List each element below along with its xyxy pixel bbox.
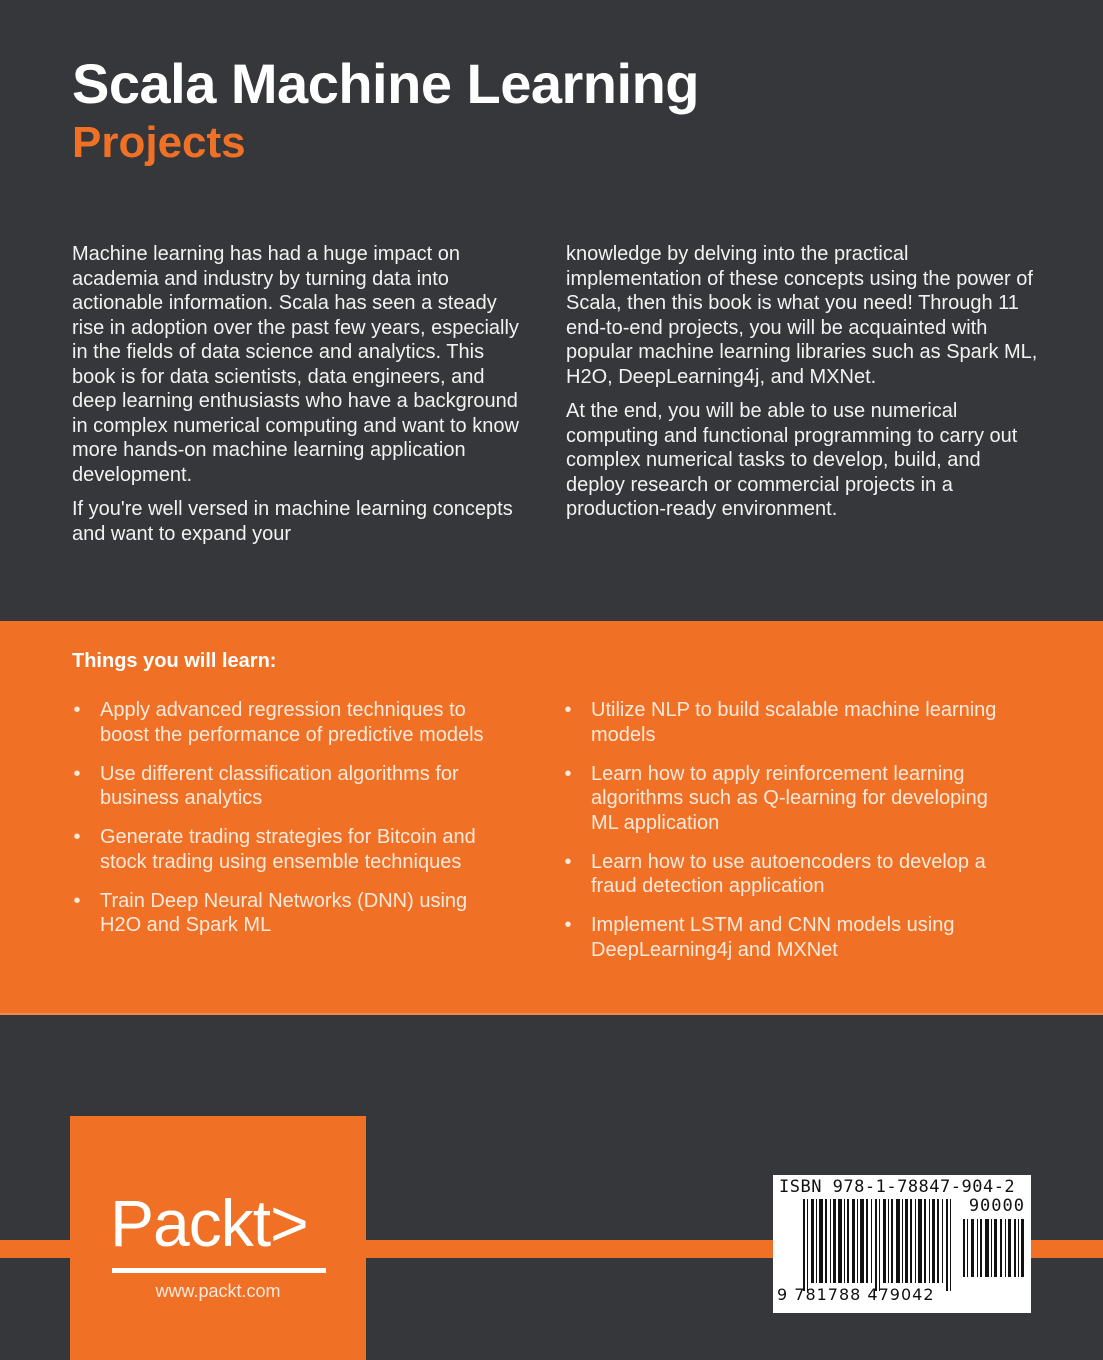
learn-item [72, 825, 512, 874]
learn-item [72, 762, 512, 811]
bullet-icon: • [564, 762, 572, 785]
publisher-url: www.packt.com [155, 1281, 281, 1301]
barcode-icon [803, 1199, 953, 1291]
learn-item-text: Utilize NLP to build scalable machine learning models [591, 699, 997, 746]
bullet-icon: • [564, 914, 572, 936]
ean-number: 9 781788 479042 [777, 1285, 935, 1304]
description-paragraph: If you're well versed in machine learning concepts and want to expand your [72, 498, 513, 545]
learn-item [563, 698, 1013, 747]
learn-item [72, 698, 512, 747]
bullet-icon: • [73, 889, 81, 912]
bullet-icon: • [564, 850, 572, 873]
packt-logo: Packt> [110, 1186, 308, 1260]
learn-list-left [72, 698, 512, 952]
learn-list-right [563, 698, 1013, 977]
bullet-icon: • [73, 699, 81, 721]
learn-item-text: Apply advanced regression techniques to boost the performance of predictive models [100, 699, 484, 746]
learn-item-text: Generate trading strategies for Bitcoin and stock trading using ensemble techniques [100, 826, 476, 873]
barcode-label [773, 1175, 1031, 1313]
title-block [72, 52, 699, 170]
description-left-column [72, 242, 532, 556]
learn-item-text: Implement LSTM and CNN models using DeepLearning4j and MXNet [591, 914, 955, 961]
learn-item-text: Learn how to apply reinforcement learning algorithms such as Q-learning for developing ML application [591, 762, 988, 834]
bullet-icon: • [564, 699, 572, 721]
logo-underline [112, 1268, 326, 1273]
publisher-box [70, 1116, 366, 1360]
isbn-text: ISBN 978-1-78847-904-2 [779, 1177, 1016, 1197]
learn-item-text: Train Deep Neural Networks (DNN) using H2O and Spark ML [100, 889, 468, 936]
description-right-column [566, 242, 1041, 532]
learn-item [72, 889, 512, 938]
learn-item-text: Learn how to use autoencoders to develop a fraud detection application [591, 850, 986, 897]
learn-item [563, 913, 1013, 962]
bullet-icon: • [73, 762, 81, 785]
description-paragraph: knowledge by delving into the practical implementation of these concepts using the power of Scala, then this book is what you need! Through 11 end-to-end projects, you will be acquainted with popular machine learning libraries such as Spark ML, H2O, DeepLearning4j, and MXNet. [566, 243, 1038, 388]
bullet-icon: • [73, 826, 81, 848]
learn-item-text: Use different classification algorithms for business analytics [100, 762, 459, 809]
learn-item [563, 762, 1013, 836]
book-title: Scala Machine Learning [72, 52, 699, 115]
description-paragraph: At the end, you will be able to use numerical computing and functional programming to carry out complex numerical tasks to develop, build, and deploy research or commercial projects in a production-ready environment. [566, 400, 1018, 520]
addon-barcode-icon [963, 1219, 1025, 1277]
description-paragraph: Machine learning has had a huge impact on academia and industry by turning data into actionable information. Scala has seen a steady rise in adoption over the past few years, especially in the fields of data science and analytics. This book is for data scientists, data engineers, and deep learning enthusiasts who have a background in complex numerical computing and want to know more hands-on machine learning application development. [72, 243, 519, 486]
book-subtitle: Projects [72, 118, 246, 167]
learn-item [563, 850, 1013, 899]
learn-heading: Things you will learn: [72, 650, 277, 672]
price-code: 90000 [968, 1196, 1025, 1216]
